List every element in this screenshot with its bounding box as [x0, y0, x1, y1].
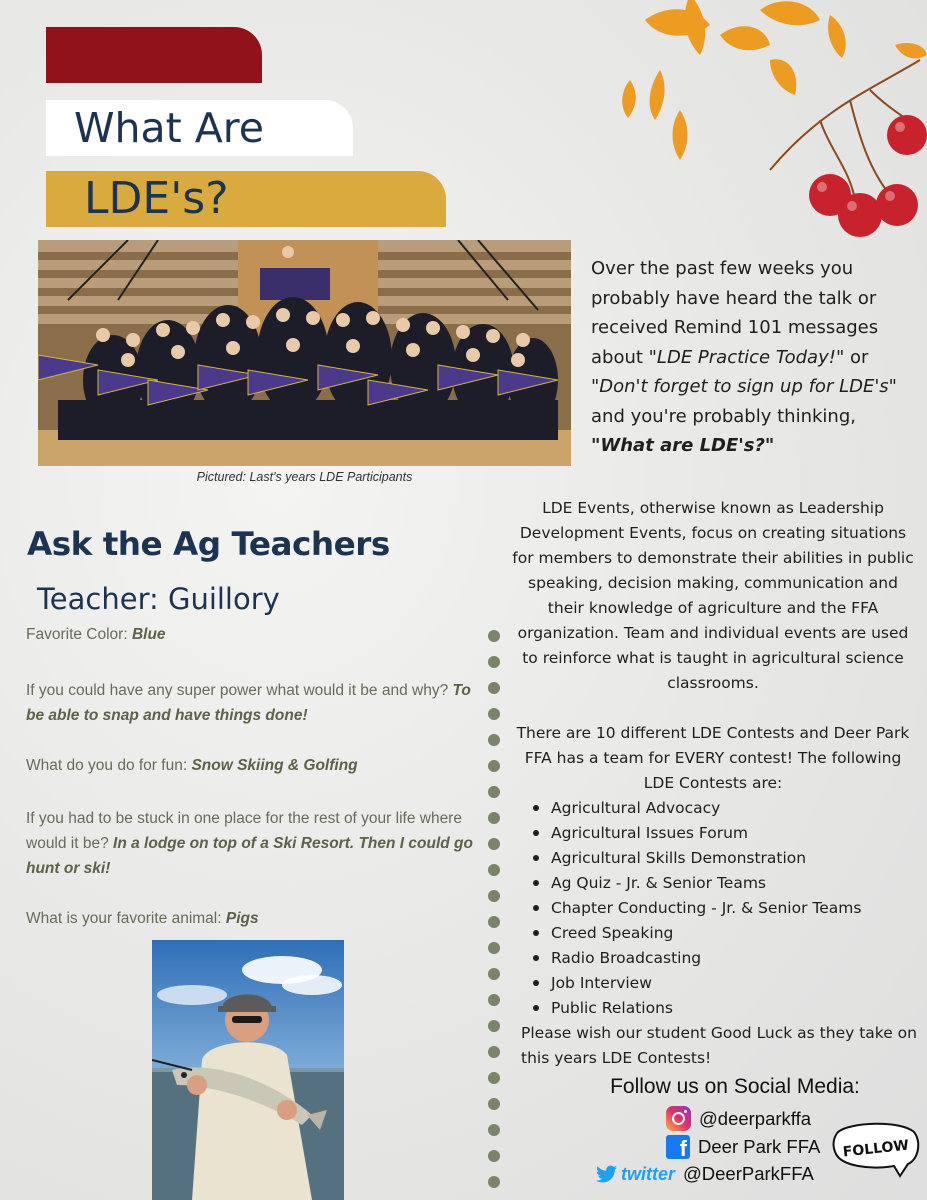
list-item: Ag Quiz - Jr. & Senior Teams [551, 871, 918, 896]
page-title-line-1: What Are [74, 104, 264, 152]
qa-item [26, 678, 488, 728]
divider-dot [488, 1124, 500, 1136]
divider-dot [488, 760, 500, 772]
divider-dot [488, 734, 500, 746]
social-media-heading: Follow us on Social Media: [610, 1075, 860, 1098]
qa-item [26, 806, 488, 881]
photo-caption: Pictured: Last's years LDE Participants [196, 470, 413, 484]
facebook-icon: f [666, 1135, 690, 1159]
red-banner-bar [46, 27, 262, 83]
intro-line [591, 343, 911, 373]
list-item: Agricultural Issues Forum [551, 821, 918, 846]
divider-dot [488, 890, 500, 902]
list-item: Agricultural Skills Demonstration [551, 846, 918, 871]
divider-dot [488, 630, 500, 642]
intro-line: received Remind 101 messages [591, 317, 879, 338]
qa-item [26, 906, 488, 931]
page-title-line-2: LDE's? [84, 173, 229, 224]
intro-question: "What are LDE's?" [591, 435, 775, 456]
lde-contests-intro: There are 10 different LDE Contests and Deer Park FFA has a team for EVERY contest! The following LDE Contests are: [516, 724, 910, 792]
list-item: Chapter Conducting - Jr. & Senior Teams [551, 896, 918, 921]
twitter-handle-text: @DeerParkFFA [683, 1163, 814, 1184]
divider-dot [488, 968, 500, 980]
intro-line: and you're probably thinking, [591, 405, 856, 427]
qa-question: Favorite Color: [26, 626, 132, 643]
twitter-handle[interactable] [596, 1163, 814, 1185]
divider-dot [488, 1072, 500, 1084]
intro-line: Over the past few weeks you [591, 258, 854, 279]
qa-question: If you had to be stuck in one place for the rest of your life where would it be? [26, 810, 462, 852]
intro-line: probably have heard the talk or [591, 287, 877, 309]
qa-answer: Snow Skiing & Golfing [191, 757, 358, 774]
qa-answer: In a lodge on top of a Ski Resort. Then I could go hunt or ski! [26, 835, 473, 877]
lde-definition-paragraph: LDE Events, otherwise known as Leadership Development Events, focus on creating situations for members to demonstrate their abilities in public speaking, decision making, communication and their knowledge of agriculture and the FFA organization. Team and individual events are used to reinforce what is taught in agricultural science classrooms. [512, 499, 914, 692]
lde-description [508, 496, 918, 1071]
divider-dot [488, 682, 500, 694]
list-item: Job Interview [551, 971, 918, 996]
divider-dot [488, 1046, 500, 1058]
divider-dot [488, 786, 500, 798]
qa-answer: To be able to snap and have things done! [26, 682, 471, 724]
list-item: Creed Speaking [551, 921, 918, 946]
qa-item [26, 622, 488, 647]
intro-line [591, 372, 911, 402]
teacher-name: Teacher: Guillory [37, 582, 280, 616]
list-item: Radio Broadcasting [551, 946, 918, 971]
list-item: Agricultural Advocacy [551, 796, 918, 821]
divider-dot [488, 864, 500, 876]
divider-dot [488, 708, 500, 720]
divider-dot [488, 916, 500, 928]
divider-dot [488, 994, 500, 1006]
facebook-page[interactable] [666, 1135, 820, 1159]
good-luck-message: Please wish our student Good Luck as they take on this years LDE Contests! [521, 1024, 917, 1067]
instagram-handle[interactable] [666, 1106, 811, 1131]
qa-question: What is your favorite animal: [26, 910, 226, 927]
twitter-wordmark: twitter [621, 1163, 675, 1184]
divider-dot [488, 1020, 500, 1032]
twitter-bird-icon [596, 1165, 618, 1183]
qa-answer: Blue [131, 626, 166, 643]
qa-answer: Pigs [225, 910, 259, 927]
intro-quote: "LDE Practice Today!" [648, 346, 845, 368]
lde-contest-list [508, 796, 918, 1021]
follow-badge-text: FOLLOW [842, 1137, 910, 1161]
intro-text: or [844, 346, 869, 368]
instagram-handle-text: @deerparkffa [699, 1107, 812, 1129]
list-item: Public Relations [551, 996, 918, 1021]
ask-ag-teachers-heading: Ask the Ag Teachers [27, 525, 390, 563]
qa-question: If you could have any super power what would it be and why? [26, 682, 453, 699]
divider-dot [488, 1150, 500, 1162]
divider-dot [488, 942, 500, 954]
qa-question: What do you do for fun: [26, 757, 192, 774]
intro-paragraph [591, 254, 911, 461]
teacher-fishing-photo [152, 940, 344, 1200]
instagram-icon [666, 1106, 691, 1131]
follow-badge [830, 1120, 922, 1180]
divider-dot [488, 838, 500, 850]
qa-item [26, 753, 488, 778]
autumn-leaves-berries-decoration [620, 0, 927, 250]
intro-quote: "Don't forget to sign up for LDE's" [591, 376, 897, 397]
divider-dot [488, 1176, 500, 1188]
lde-participants-group-photo [38, 240, 571, 466]
divider-dot [488, 1098, 500, 1110]
intro-text: about [591, 346, 649, 368]
divider-dot [488, 656, 500, 668]
divider-dot [488, 812, 500, 824]
facebook-page-text: Deer Park FFA [698, 1136, 821, 1157]
